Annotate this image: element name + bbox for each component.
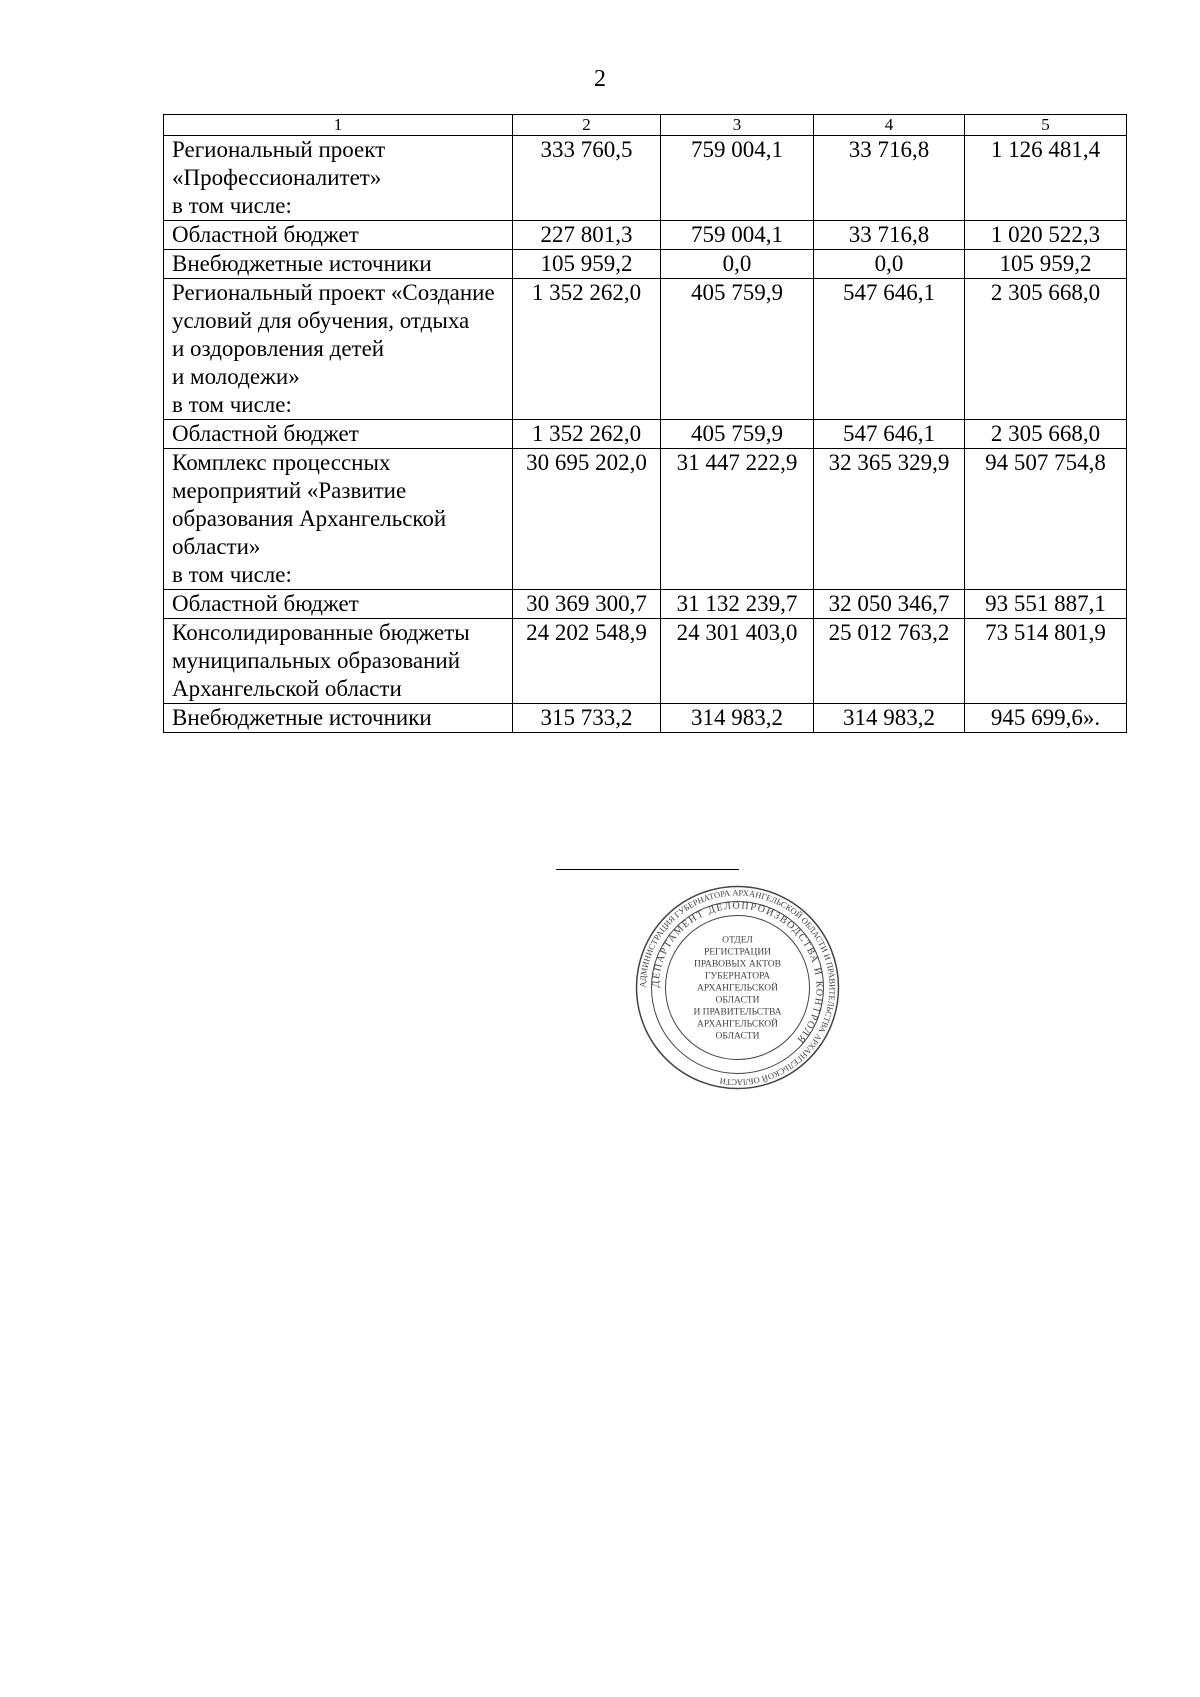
seal-center-text: [693, 936, 781, 1042]
column-number: 4: [814, 115, 965, 136]
row-label-line: области»: [172, 534, 261, 559]
value-cell: 333 760,5: [513, 136, 661, 221]
table-row: [164, 619, 1127, 704]
row-label: [164, 449, 513, 590]
page-number: 2: [594, 66, 606, 92]
table-row: [164, 279, 1127, 420]
seal-center-line: ОБЛАСТИ: [715, 995, 760, 1006]
value-cell: 2 305 668,0: [965, 279, 1127, 420]
row-label: [164, 221, 513, 250]
row-label: [164, 420, 513, 449]
table-row: [164, 704, 1127, 733]
signature-line: [556, 869, 739, 870]
value-cell: 30 695 202,0: [513, 449, 661, 590]
value-cell: 227 801,3: [513, 221, 661, 250]
table-row: [164, 449, 1127, 590]
seal-outer-text: АДМИНИСТРАЦИЯ ГУБЕРНАТОРА АРХАНГЕЛЬСКОЙ ОБЛАСТИ И ПРАВИТЕЛЬСТВА АРХАНГЕЛЬСКОЙ ОБЛАСТИ: [637, 887, 838, 1088]
seal-center-line: ГУБЕРНАТОРА: [704, 971, 771, 982]
value-cell: 93 551 887,1: [965, 590, 1127, 619]
row-label-line: в том числе:: [172, 193, 292, 218]
row-label: [164, 279, 513, 420]
table-row: [164, 250, 1127, 279]
column-number: 2: [513, 115, 661, 136]
row-label-line: Областной бюджет: [172, 421, 359, 446]
value-cell: 759 004,1: [661, 221, 814, 250]
value-cell: 105 959,2: [965, 250, 1127, 279]
row-label-line: «Профессионалитет»: [172, 165, 382, 190]
row-label-line: образования Архангельской: [172, 506, 447, 531]
official-seal: [634, 884, 841, 1091]
value-cell: 405 759,9: [661, 279, 814, 420]
value-cell: 405 759,9: [661, 420, 814, 449]
row-label-line: и молодежи»: [172, 364, 300, 389]
row-label-line: Региональный проект «Создание: [172, 280, 495, 305]
seal-center-line: ПРАВОВЫХ АКТОВ: [694, 959, 781, 970]
value-cell: 945 699,6».: [965, 704, 1127, 733]
seal-center-line: ОБЛАСТИ: [715, 1031, 760, 1042]
row-label: [164, 590, 513, 619]
row-label: [164, 704, 513, 733]
value-cell: 1 352 262,0: [513, 279, 661, 420]
column-number: 5: [965, 115, 1127, 136]
seal-center-line: РЕГИСТРАЦИИ: [703, 947, 772, 958]
value-cell: 547 646,1: [814, 279, 965, 420]
budget-table: [163, 114, 1127, 733]
row-label-line: и оздоровления детей: [172, 336, 385, 361]
value-cell: 1 126 481,4: [965, 136, 1127, 221]
seal-center-line: ОТДЕЛ: [722, 935, 753, 946]
row-label-line: мероприятий «Развитие: [172, 478, 407, 503]
row-label-line: Внебюджетные источники: [172, 251, 432, 276]
value-cell: 314 983,2: [661, 704, 814, 733]
value-cell: 30 369 300,7: [513, 590, 661, 619]
value-cell: 94 507 754,8: [965, 449, 1127, 590]
seal-center-line: АРХАНГЕЛЬСКОЙ: [696, 983, 779, 994]
table-row: [164, 590, 1127, 619]
value-cell: 314 983,2: [814, 704, 965, 733]
row-label-line: Консолидированные бюджеты: [172, 620, 470, 645]
value-cell: 547 646,1: [814, 420, 965, 449]
value-cell: 25 012 763,2: [814, 619, 965, 704]
value-cell: 32 050 346,7: [814, 590, 965, 619]
value-cell: 1 020 522,3: [965, 221, 1127, 250]
value-cell: 73 514 801,9: [965, 619, 1127, 704]
seal-inner-text: ДЕПАРТАМЕНТ ДЕЛОПРОИЗВОДСТВА И КОНТРОЛЯ: [650, 900, 825, 1046]
row-label-line: Комплекс процессных: [172, 450, 391, 475]
row-label-line: Региональный проект: [172, 137, 386, 162]
value-cell: 0,0: [814, 250, 965, 279]
table-row: [164, 420, 1127, 449]
column-number: 1: [164, 115, 513, 136]
column-number: 3: [661, 115, 814, 136]
value-cell: 32 365 329,9: [814, 449, 965, 590]
row-label-line: в том числе:: [172, 562, 292, 587]
value-cell: 315 733,2: [513, 704, 661, 733]
value-cell: 31 447 222,9: [661, 449, 814, 590]
value-cell: 2 305 668,0: [965, 420, 1127, 449]
row-label: [164, 250, 513, 279]
value-cell: 0,0: [661, 250, 814, 279]
row-label-line: Областной бюджет: [172, 591, 359, 616]
row-label-line: Архангельской области: [172, 676, 402, 701]
row-label: [164, 136, 513, 221]
column-number-row: [164, 115, 1127, 136]
value-cell: 105 959,2: [513, 250, 661, 279]
value-cell: 31 132 239,7: [661, 590, 814, 619]
table-row: [164, 136, 1127, 221]
value-cell: 33 716,8: [814, 136, 965, 221]
row-label: [164, 619, 513, 704]
budget-table-body: [164, 115, 1127, 733]
row-label-line: муниципальных образований: [172, 648, 461, 673]
value-cell: 33 716,8: [814, 221, 965, 250]
row-label-line: Областной бюджет: [172, 222, 359, 247]
value-cell: 24 202 548,9: [513, 619, 661, 704]
table-row: [164, 221, 1127, 250]
seal-center-line: И ПРАВИТЕЛЬСТВА: [693, 1007, 782, 1018]
row-label-line: Внебюджетные источники: [172, 705, 432, 730]
value-cell: 24 301 403,0: [661, 619, 814, 704]
row-label-line: условий для обучения, отдыха: [172, 308, 470, 333]
value-cell: 759 004,1: [661, 136, 814, 221]
value-cell: 1 352 262,0: [513, 420, 661, 449]
seal-center-line: АРХАНГЕЛЬСКОЙ: [696, 1019, 779, 1030]
row-label-line: в том числе:: [172, 392, 292, 417]
